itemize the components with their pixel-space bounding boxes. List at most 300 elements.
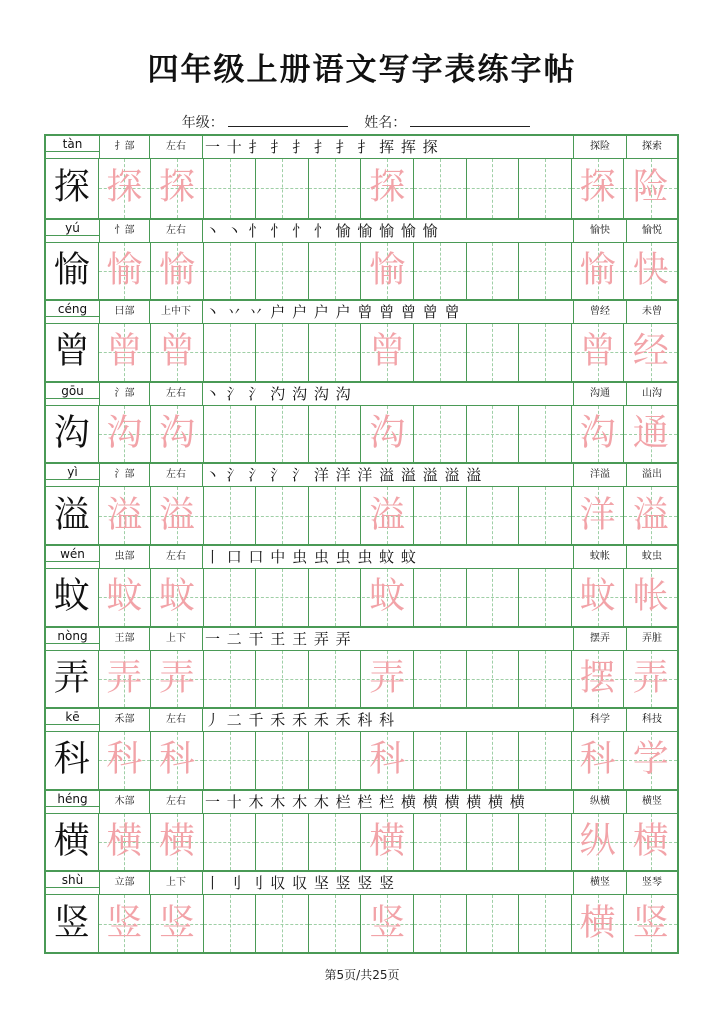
writing-grid <box>46 406 677 463</box>
practice-cell[interactable] <box>572 324 625 381</box>
main-character: 蚊 <box>53 575 90 617</box>
guide-line <box>492 487 493 544</box>
guide-line <box>545 651 546 708</box>
char-entry <box>46 870 677 952</box>
practice-cell[interactable] <box>572 732 625 789</box>
pinyin: kē <box>65 710 80 725</box>
guide-line <box>230 487 231 544</box>
guide-line <box>440 243 441 300</box>
pinyin: gōu <box>61 383 84 398</box>
practice-cell[interactable] <box>519 159 572 218</box>
practice-cell[interactable] <box>309 406 362 463</box>
word-1: 科学 <box>573 709 626 731</box>
practice-cell[interactable] <box>624 324 677 381</box>
trace-character: 洋 <box>579 493 616 535</box>
practice-cell[interactable] <box>309 243 362 300</box>
practice-cell[interactable] <box>204 569 257 626</box>
practice-cell[interactable] <box>519 895 572 952</box>
writing-grid <box>46 732 677 789</box>
practice-cell[interactable] <box>414 814 467 871</box>
student-info <box>0 112 724 132</box>
guide-line <box>545 324 546 381</box>
char-entry <box>46 218 677 300</box>
trace-character: 愉 <box>369 249 406 291</box>
structure: 上下 <box>150 628 203 650</box>
stroke-order: 丿 二 千 禾 禾 禾 禾 科 科 <box>205 711 396 730</box>
guide-line <box>492 569 493 626</box>
practice-cell[interactable] <box>467 569 520 626</box>
entry-header <box>46 628 677 651</box>
practice-cell[interactable] <box>362 243 415 300</box>
practice-cell[interactable] <box>467 159 520 218</box>
practice-cell[interactable] <box>572 651 625 708</box>
practice-cell[interactable] <box>362 814 415 871</box>
practice-cell[interactable] <box>151 406 204 463</box>
trace-character: 竖 <box>158 901 195 943</box>
practice-cell[interactable] <box>151 732 204 789</box>
trace-character: 科 <box>106 738 143 780</box>
word-2: 溢出 <box>626 464 677 486</box>
char-entry <box>46 381 677 463</box>
word-2: 横竖 <box>626 791 677 813</box>
trace-character: 竖 <box>369 901 406 943</box>
practice-cell[interactable] <box>414 324 467 381</box>
practice-cell[interactable] <box>467 324 520 381</box>
guide-line <box>230 243 231 300</box>
main-character: 横 <box>53 820 90 862</box>
guide-line <box>440 651 441 708</box>
trace-character: 探 <box>158 166 195 208</box>
guide-line <box>440 732 441 789</box>
practice-cell[interactable] <box>624 732 677 789</box>
char-entry <box>46 544 677 626</box>
trace-character: 通 <box>632 412 669 454</box>
practice-cell[interactable] <box>99 324 152 381</box>
practice-cell[interactable] <box>309 159 362 218</box>
practice-cell[interactable] <box>467 487 520 544</box>
word-2: 未曾 <box>626 301 677 323</box>
practice-cell[interactable] <box>362 569 415 626</box>
practice-cell[interactable] <box>572 159 625 218</box>
char-entry <box>46 462 677 544</box>
trace-character: 沟 <box>369 412 406 454</box>
trace-character: 曾 <box>158 330 195 372</box>
radical: 禾部 <box>100 709 150 731</box>
trace-character: 弄 <box>106 657 143 699</box>
radical: 忄部 <box>100 220 150 242</box>
practice-cell[interactable] <box>362 487 415 544</box>
pinyin: yì <box>67 465 78 480</box>
practice-cell[interactable] <box>519 814 572 871</box>
practice-cell[interactable] <box>624 651 677 708</box>
practice-cell[interactable] <box>204 814 257 871</box>
guide-line <box>230 895 231 952</box>
practice-cell[interactable] <box>414 243 467 300</box>
practice-cell[interactable] <box>362 324 415 381</box>
word-2: 探索 <box>626 136 677 158</box>
trace-character: 竖 <box>632 901 669 943</box>
guide-line <box>282 487 283 544</box>
guide-line <box>282 651 283 708</box>
trace-character: 沟 <box>106 412 143 454</box>
entry-header <box>46 383 677 406</box>
practice-cell[interactable] <box>99 895 152 952</box>
word-1: 蚊帐 <box>573 546 626 568</box>
stroke-order: 一 十 木 木 木 木 栏 栏 栏 横 横 横 横 横 横 <box>205 792 526 811</box>
guide-line <box>545 487 546 544</box>
practice-cell[interactable] <box>572 569 625 626</box>
trace-character: 蚊 <box>369 575 406 617</box>
practice-cell[interactable] <box>204 651 257 708</box>
practice-cell[interactable] <box>256 651 309 708</box>
guide-line <box>335 487 336 544</box>
trace-character: 蚊 <box>158 575 195 617</box>
practice-cell[interactable] <box>362 406 415 463</box>
trace-character: 愉 <box>579 249 616 291</box>
guide-line <box>335 814 336 871</box>
practice-cell[interactable] <box>414 732 467 789</box>
practice-cell[interactable] <box>309 732 362 789</box>
stroke-order: 丶 氵 氵 氵 氵 洋 洋 洋 溢 溢 溢 溢 溢 <box>205 466 483 485</box>
trace-character: 愉 <box>158 249 195 291</box>
stroke-order: 丨 口 口 中 虫 虫 虫 虫 蚊 蚊 <box>205 547 417 566</box>
practice-cell[interactable] <box>572 895 625 952</box>
practice-cell[interactable] <box>572 406 625 463</box>
structure: 左右 <box>150 464 203 486</box>
practice-cell[interactable] <box>519 732 572 789</box>
word-1: 洋溢 <box>573 464 626 486</box>
guide-line <box>440 324 441 381</box>
practice-cell[interactable] <box>151 895 204 952</box>
structure: 上下 <box>150 872 203 894</box>
practice-cell[interactable] <box>519 324 572 381</box>
practice-cell[interactable] <box>99 487 152 544</box>
practice-cell[interactable] <box>151 159 204 218</box>
trace-character: 竖 <box>106 901 143 943</box>
pinyin-box <box>46 546 100 568</box>
guide-line <box>545 159 546 218</box>
guide-line <box>230 406 231 463</box>
grade-blank <box>228 114 348 127</box>
char-entry <box>46 707 677 789</box>
pinyin-box <box>46 220 100 242</box>
guide-line <box>230 569 231 626</box>
trace-character: 探 <box>579 166 616 208</box>
structure: 左右 <box>150 383 203 405</box>
trace-character: 摆 <box>579 657 616 699</box>
guide-line <box>440 814 441 871</box>
practice-cell[interactable] <box>151 651 204 708</box>
trace-character: 蚊 <box>579 575 616 617</box>
practice-cell[interactable] <box>309 569 362 626</box>
structure: 左右 <box>150 546 203 568</box>
guide-line <box>282 243 283 300</box>
word-2: 弄脏 <box>626 628 677 650</box>
trace-character: 沟 <box>158 412 195 454</box>
practice-cell[interactable] <box>467 732 520 789</box>
guide-line <box>545 895 546 952</box>
guide-line <box>492 159 493 218</box>
practice-cell[interactable] <box>256 487 309 544</box>
practice-sheet <box>44 134 679 954</box>
practice-cell[interactable] <box>362 895 415 952</box>
practice-cell[interactable] <box>204 324 257 381</box>
practice-cell[interactable] <box>624 159 677 218</box>
practice-cell[interactable] <box>572 487 625 544</box>
pinyin-box <box>46 791 100 813</box>
guide-line <box>335 324 336 381</box>
writing-grid <box>46 895 677 952</box>
trace-character: 横 <box>579 901 616 943</box>
practice-cell[interactable] <box>99 732 152 789</box>
practice-cell[interactable] <box>414 159 467 218</box>
practice-cell[interactable] <box>99 243 152 300</box>
practice-cell[interactable] <box>256 895 309 952</box>
writing-grid <box>46 487 677 544</box>
trace-character: 溢 <box>369 493 406 535</box>
practice-cell[interactable] <box>519 651 572 708</box>
main-character: 溢 <box>53 493 90 535</box>
practice-cell[interactable] <box>624 814 677 871</box>
guide-line <box>282 895 283 952</box>
practice-cell[interactable] <box>519 406 572 463</box>
writing-grid <box>46 243 677 300</box>
practice-cell[interactable] <box>151 569 204 626</box>
guide-line <box>282 814 283 871</box>
guide-line <box>230 159 231 218</box>
guide-line <box>282 159 283 218</box>
grade-label: 年级： <box>181 115 224 131</box>
practice-cell[interactable] <box>256 243 309 300</box>
guide-line <box>545 814 546 871</box>
word-1: 曾经 <box>573 301 626 323</box>
word-1: 横竖 <box>573 872 626 894</box>
practice-cell[interactable] <box>204 406 257 463</box>
practice-cell[interactable] <box>256 324 309 381</box>
main-character: 竖 <box>53 901 90 943</box>
pinyin: héng <box>57 791 88 806</box>
practice-cell[interactable] <box>99 569 152 626</box>
pinyin-box <box>46 872 100 894</box>
guide-line <box>440 895 441 952</box>
practice-cell[interactable] <box>99 159 152 218</box>
word-2: 蚊虫 <box>626 546 677 568</box>
trace-character: 科 <box>579 738 616 780</box>
guide-line <box>335 732 336 789</box>
practice-cell[interactable] <box>624 487 677 544</box>
pinyin: céng <box>57 302 88 317</box>
main-character: 科 <box>53 738 90 780</box>
radical: 曰部 <box>100 301 150 323</box>
structure: 左右 <box>150 791 203 813</box>
practice-cell[interactable] <box>467 814 520 871</box>
word-2: 愉悦 <box>626 220 677 242</box>
practice-cell[interactable] <box>151 243 204 300</box>
stroke-order: 一 十 扌 扌 扌 扌 扌 扌 挥 挥 探 <box>205 138 439 156</box>
guide-line <box>230 732 231 789</box>
practice-cell[interactable] <box>204 895 257 952</box>
main-char-cell <box>46 651 99 708</box>
main-character: 沟 <box>53 412 90 454</box>
writing-grid <box>46 324 677 381</box>
guide-line <box>440 159 441 218</box>
trace-character: 帐 <box>632 575 669 617</box>
practice-cell[interactable] <box>624 406 677 463</box>
page-title: 四年级上册语文写字表练字帖 <box>147 52 577 88</box>
radical: 扌部 <box>100 136 150 158</box>
main-char-cell <box>46 487 99 544</box>
main-char-cell <box>46 243 99 300</box>
practice-cell[interactable] <box>204 159 257 218</box>
guide-line <box>440 487 441 544</box>
practice-cell[interactable] <box>362 651 415 708</box>
practice-cell[interactable] <box>624 895 677 952</box>
trace-character: 横 <box>369 820 406 862</box>
practice-cell[interactable] <box>99 406 152 463</box>
practice-cell[interactable] <box>414 569 467 626</box>
practice-cell[interactable] <box>572 814 625 871</box>
practice-cell[interactable] <box>467 895 520 952</box>
practice-cell[interactable] <box>256 569 309 626</box>
trace-character: 探 <box>369 166 406 208</box>
structure: 左右 <box>150 709 203 731</box>
stroke-order: 丶 氵 氵 汋 沟 沟 沟 <box>205 384 352 403</box>
word-2: 科技 <box>626 709 677 731</box>
trace-character: 科 <box>158 738 195 780</box>
trace-character: 曾 <box>579 330 616 372</box>
guide-line <box>492 651 493 708</box>
practice-cell[interactable] <box>414 895 467 952</box>
practice-cell[interactable] <box>256 406 309 463</box>
radical: 王部 <box>100 628 150 650</box>
pinyin-box <box>46 628 100 650</box>
practice-cell[interactable] <box>362 159 415 218</box>
practice-cell[interactable] <box>204 243 257 300</box>
pinyin: shù <box>61 873 84 888</box>
page-number: 第5页/共25页 <box>324 968 400 982</box>
trace-character: 纵 <box>579 820 616 862</box>
practice-cell[interactable] <box>467 243 520 300</box>
practice-cell[interactable] <box>204 487 257 544</box>
main-character: 曾 <box>53 330 90 372</box>
guide-line <box>282 406 283 463</box>
entry-header <box>46 791 677 814</box>
practice-cell[interactable] <box>624 569 677 626</box>
practice-cell[interactable] <box>256 159 309 218</box>
writing-grid <box>46 569 677 626</box>
practice-cell[interactable] <box>309 324 362 381</box>
guide-line <box>492 814 493 871</box>
entry-header <box>46 136 677 159</box>
name-blank <box>410 114 530 127</box>
trace-character: 曾 <box>369 330 406 372</box>
practice-cell[interactable] <box>309 651 362 708</box>
guide-line <box>335 243 336 300</box>
structure: 左右 <box>150 136 203 158</box>
writing-grid <box>46 814 677 871</box>
guide-line <box>492 406 493 463</box>
word-1: 愉快 <box>573 220 626 242</box>
practice-cell[interactable] <box>151 487 204 544</box>
pinyin: tàn <box>62 137 83 151</box>
entry-header <box>46 220 677 243</box>
trace-character: 横 <box>632 820 669 862</box>
practice-cell[interactable] <box>414 406 467 463</box>
practice-cell[interactable] <box>519 243 572 300</box>
pinyin-box <box>46 301 100 323</box>
practice-cell[interactable] <box>309 895 362 952</box>
trace-character: 横 <box>158 820 195 862</box>
practice-cell[interactable] <box>256 732 309 789</box>
trace-character: 学 <box>632 738 669 780</box>
trace-character: 弄 <box>369 657 406 699</box>
trace-character: 沟 <box>579 412 616 454</box>
practice-cell[interactable] <box>414 651 467 708</box>
char-entry <box>46 299 677 381</box>
word-2: 山沟 <box>626 383 677 405</box>
guide-line <box>335 159 336 218</box>
pinyin-box <box>46 136 100 158</box>
practice-cell[interactable] <box>309 814 362 871</box>
guide-line <box>545 243 546 300</box>
char-entry <box>46 789 677 871</box>
name-label: 姓名： <box>364 115 407 131</box>
guide-line <box>335 569 336 626</box>
trace-character: 曾 <box>106 330 143 372</box>
entry-header <box>46 301 677 324</box>
main-char-cell <box>46 159 99 218</box>
main-char-cell <box>46 569 99 626</box>
pinyin: wén <box>60 546 85 561</box>
practice-cell[interactable] <box>309 487 362 544</box>
practice-cell[interactable] <box>519 569 572 626</box>
practice-cell[interactable] <box>414 487 467 544</box>
practice-cell[interactable] <box>467 406 520 463</box>
trace-character: 蚊 <box>106 575 143 617</box>
practice-cell[interactable] <box>151 814 204 871</box>
radical: 氵部 <box>100 464 150 486</box>
main-char-cell <box>46 732 99 789</box>
pinyin-box <box>46 464 100 486</box>
practice-cell[interactable] <box>467 651 520 708</box>
word-1: 沟通 <box>573 383 626 405</box>
practice-cell[interactable] <box>362 732 415 789</box>
guide-line <box>282 324 283 381</box>
radical: 虫部 <box>100 546 150 568</box>
practice-cell[interactable] <box>519 487 572 544</box>
practice-cell[interactable] <box>99 651 152 708</box>
entry-header <box>46 709 677 732</box>
radical: 立部 <box>100 872 150 894</box>
practice-cell[interactable] <box>256 814 309 871</box>
guide-line <box>492 324 493 381</box>
guide-line <box>282 569 283 626</box>
trace-character: 科 <box>369 738 406 780</box>
practice-cell[interactable] <box>624 243 677 300</box>
guide-line <box>335 895 336 952</box>
practice-cell[interactable] <box>204 732 257 789</box>
guide-line <box>440 406 441 463</box>
guide-line <box>545 406 546 463</box>
stroke-order: 丶 丷 丷 户 户 户 户 曾 曾 曾 曾 曾 <box>205 303 461 322</box>
word-1: 探险 <box>573 136 626 158</box>
guide-line <box>230 324 231 381</box>
practice-cell[interactable] <box>99 814 152 871</box>
practice-cell[interactable] <box>572 243 625 300</box>
radical: 氵部 <box>100 383 150 405</box>
practice-cell[interactable] <box>151 324 204 381</box>
guide-line <box>492 732 493 789</box>
